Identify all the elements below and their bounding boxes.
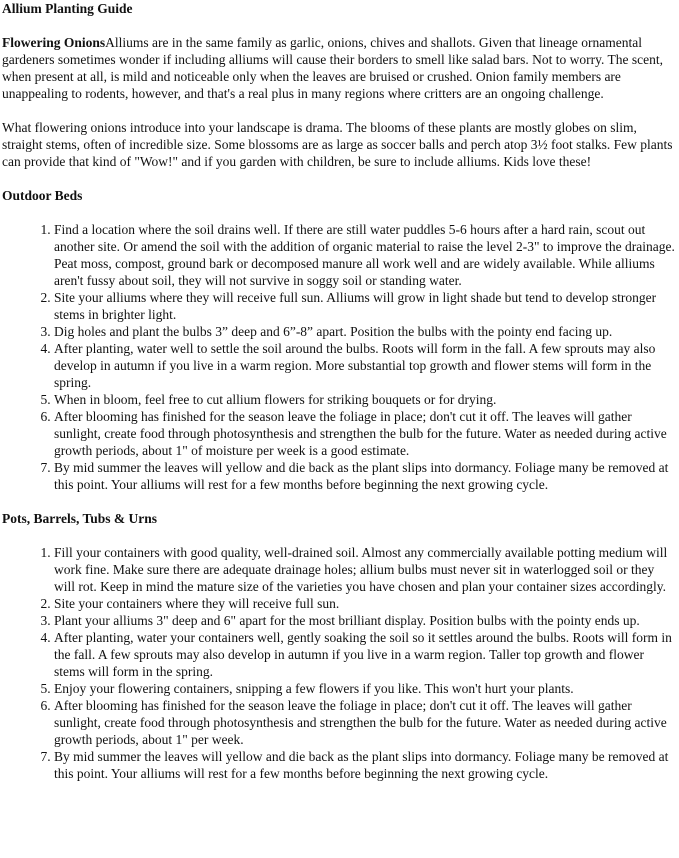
outdoor-item-4: 4. After planting, water well to settle the soil around the bulbs. Roots will form in the fall. A few sprouts may also develop in autumn if you live in a warm region. More substantial top growth and flower stems will form in the spring. [54, 340, 676, 391]
intro-paragraph [2, 34, 676, 102]
pots-item-6: 6. After blooming has finished for the season leave the foliage in place; don't cut it off. The leaves will gather sunlight, create food through photosynthesis and strengthen the bulb for the future. Water as needed during active growth periods, about 1" per week. [54, 697, 676, 748]
pots-list [2, 544, 676, 782]
pots-item-2: 2. Site your containers where they will receive full sun. [54, 595, 676, 612]
page-title: Allium Planting Guide [2, 1, 133, 16]
outdoor-item-7: 7. By mid summer the leaves will yellow and die back as the plant slips into dormancy. Foliage many be removed at this point. Your alliums will rest for a few months before beginning the next growing cycle. [54, 459, 676, 493]
outdoor-heading: Outdoor Beds [2, 188, 83, 203]
pots-item-7: 7. By mid summer the leaves will yellow and die back as the plant slips into dormancy. Foliage many be removed at this point. Your alliums will rest for a few months before beginning the next growing cycle. [54, 748, 676, 782]
outdoor-item-3: 3. Dig holes and plant the bulbs 3” deep and 6”-8” apart. Position the bulbs with the pointy end facing up. [54, 323, 676, 340]
outdoor-item-6: 6. After blooming has finished for the season leave the foliage in place; don't cut it off. The leaves will gather sunlight, create food through photosynthesis and strengthen the bulb for the future. Water as needed during active growth periods, about 1" of moisture per week is a good estimate. [54, 408, 676, 459]
outdoor-item-1: 1. Find a location where the soil drains well. If there are still water puddles 5-6 hours after a hard rain, scout out another site. Or amend the soil with the addition of organic material to raise the level 2-3" to improve the drainage. Peat moss, compost, ground bark or decomposed manure all work well and are widely available. While alliums aren't fussy about soil, they will not survive in soggy soil or standing water. [54, 221, 676, 289]
pots-item-1: 1. Fill your containers with good quality, well-drained soil. Almost any commercially available potting medium will work fine. Make sure there are adequate drainage holes; allium bulbs must never sit in waterlogged soil or they will rot. Keep in mind the mature size of the varieties you have chosen and plan your container sizes accordingly. [54, 544, 676, 595]
pots-item-3: 3. Plant your alliums 3" deep and 6" apart for the most brilliant display. Position bulbs with the pointy ends up. [54, 612, 676, 629]
outdoor-item-5: 5. When in bloom, feel free to cut allium flowers for striking bouquets or for drying. [54, 391, 676, 408]
pots-item-4: 4. After planting, water your containers well, gently soaking the soil so it settles around the bulbs. Roots will form in the fall. A few sprouts may also develop in autumn if you live in a warm region. Taller top growth and flower stems will form in the spring. [54, 629, 676, 680]
drama-paragraph: What flowering onions introduce into your landscape is drama. The blooms of these plants are mostly globes on slim, straight stems, often of incredible size. Some blossoms are as large as soccer balls and perch atop 3½ foot stalks. Few plants can provide that kind of "Wow!" and if you garden with children, be sure to include alliums. Kids love these! [2, 120, 673, 169]
outdoor-list [2, 221, 676, 493]
intro-text: Alliums are in the same family as garlic, onions, chives and shallots. Given that lineage ornamental gardeners sometimes wonder if including alliums will cause their borders to smell like salad bars. Not to worry. The scent, when present at all, is mild and noticeable only when the leaves are bruised or crushed. Onion family members are unappealing to rodents, however, and that's a real plus in many regions where critters are an ongoing challenge. [2, 35, 663, 101]
intro-lead: Flowering Onions [2, 35, 106, 50]
pots-heading: Pots, Barrels, Tubs & Urns [2, 511, 158, 526]
outdoor-item-2: 2. Site your alliums where they will receive full sun. Alliums will grow in light shade but tend to develop stronger stems in brighter light. [54, 289, 676, 323]
pots-item-5: 5. Enjoy your flowering containers, snipping a few flowers if you like. This won't hurt your plants. [54, 680, 676, 697]
